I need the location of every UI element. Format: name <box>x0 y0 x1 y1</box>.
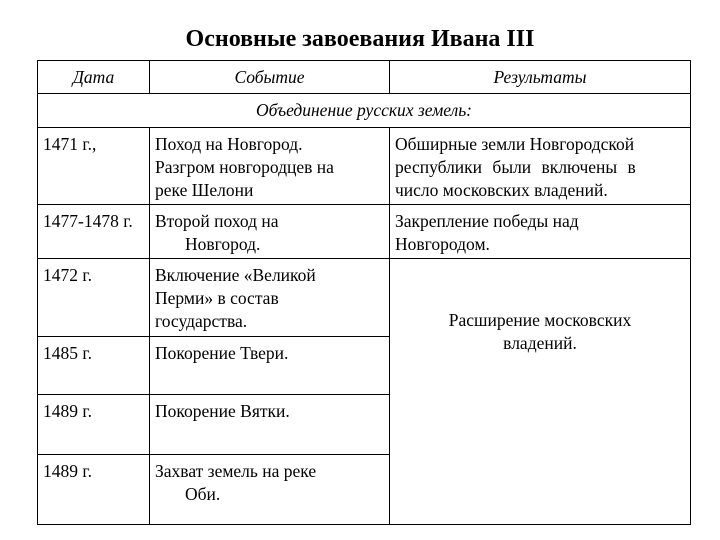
result-cell <box>390 205 691 259</box>
event-cell <box>150 259 390 337</box>
result-line: республики были включены в <box>395 157 636 177</box>
event-line: Покорение Твери. <box>155 343 289 363</box>
event-line: Включение «Великой <box>155 265 316 285</box>
event-line: Второй поход на <box>155 211 279 231</box>
event-line: реке Шелони <box>155 180 254 200</box>
table-row <box>38 128 691 205</box>
result-line: Новгородом. <box>395 234 490 254</box>
date-cell: 1489 г. <box>38 455 150 525</box>
column-header-event: Событие <box>150 61 390 94</box>
event-line: государства. <box>155 311 248 331</box>
page-title: Основные завоевания Ивана III <box>185 26 535 52</box>
event-line: Покорение Вятки. <box>155 401 290 421</box>
event-line: Оби. <box>185 484 221 504</box>
table-header-row <box>38 61 691 94</box>
date-cell: 1477-1478 г. <box>38 205 150 259</box>
section-row <box>38 94 691 128</box>
event-cell <box>150 455 390 525</box>
section-heading: Объединение русских земель: <box>38 94 691 128</box>
event-cell <box>150 128 390 205</box>
date-cell: 1489 г. <box>38 395 150 455</box>
column-header-date: Дата <box>38 61 150 94</box>
result-line: владений. <box>503 332 577 353</box>
table-row <box>38 259 691 337</box>
date-cell: 1485 г. <box>38 337 150 395</box>
event-cell <box>150 337 390 395</box>
event-line: Новгород. <box>185 234 261 254</box>
event-line: Перми» в состав <box>155 288 279 308</box>
result-line: число московских владений. <box>395 180 608 200</box>
date-cell: 1472 г. <box>38 259 150 337</box>
event-line: Захват земель на реке <box>155 461 317 481</box>
result-line: Обширные земли Новгородской <box>395 134 635 154</box>
event-line: Поход на Новгород. <box>155 134 303 154</box>
event-line: Разгром новгородцев на <box>155 157 334 177</box>
result-line: Расширение московских <box>448 309 632 330</box>
table-row <box>38 205 691 259</box>
date-cell: 1471 г., <box>38 128 150 205</box>
merged-result-cell <box>390 259 691 525</box>
event-cell <box>150 395 390 455</box>
column-header-results: Результаты <box>390 61 691 94</box>
event-cell <box>150 205 390 259</box>
result-line: Закрепление победы над <box>395 211 579 231</box>
result-cell <box>390 128 691 205</box>
conquests-table <box>37 60 691 525</box>
